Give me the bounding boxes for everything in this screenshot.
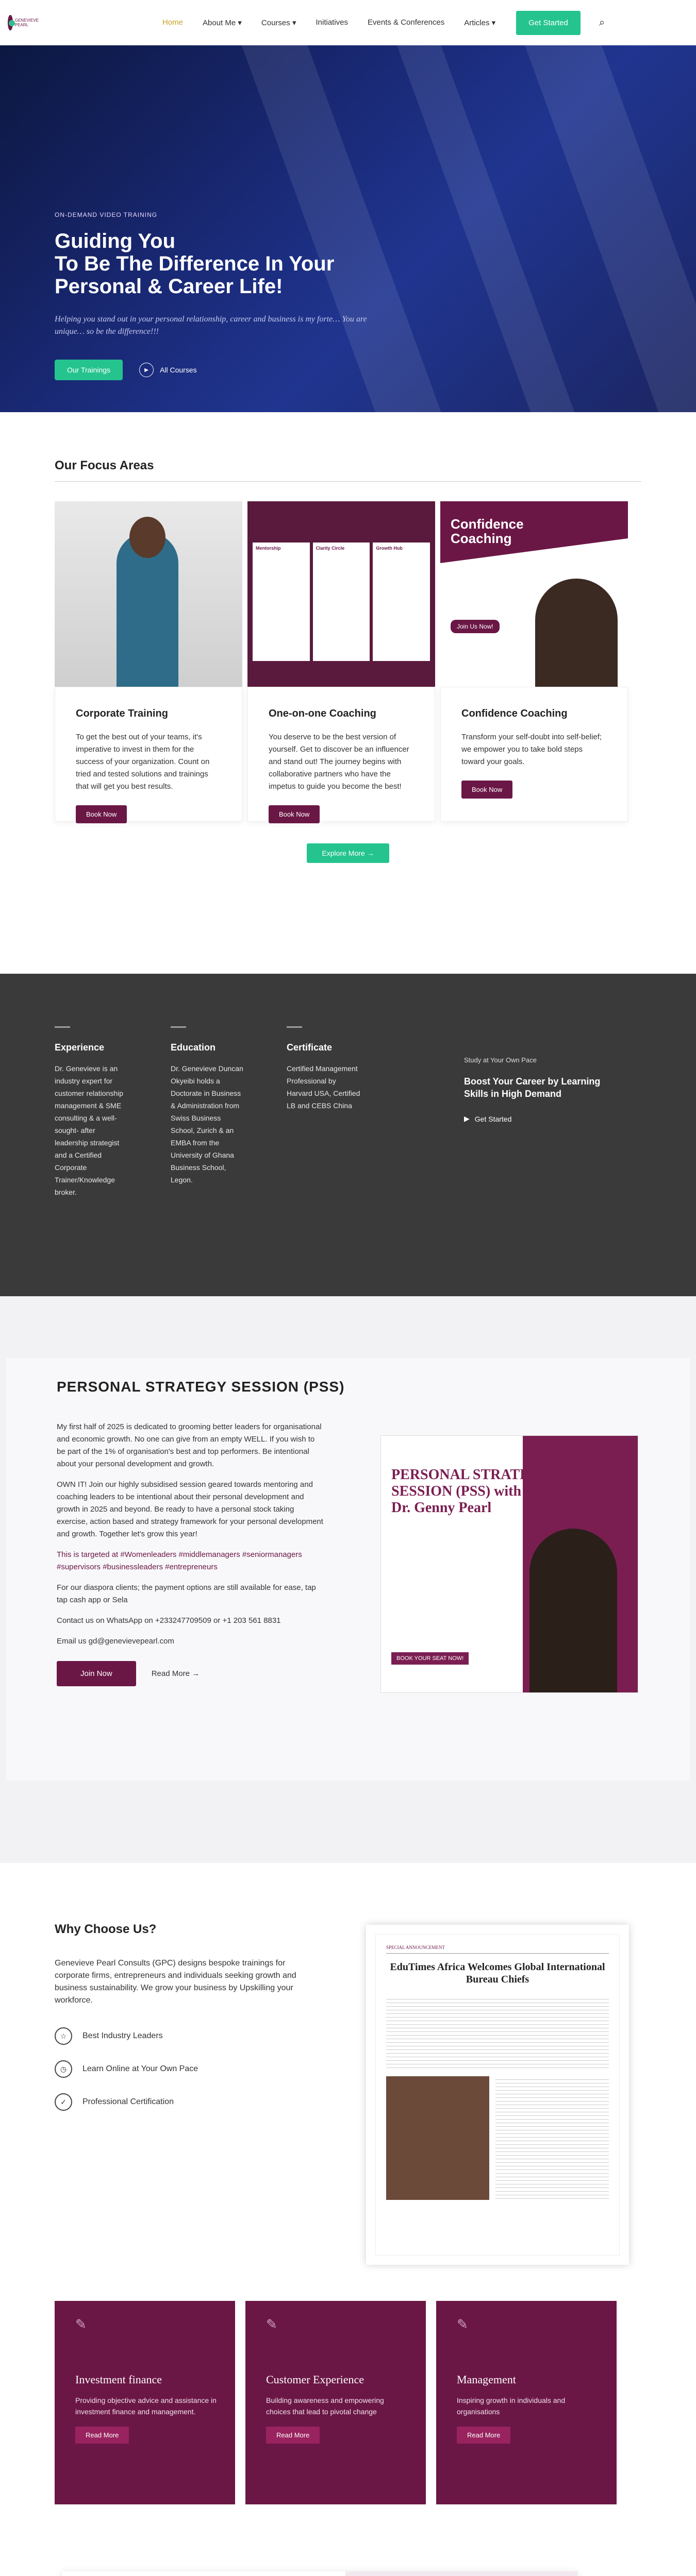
pss-paragraph: For our diaspora clients; the payment options are still available for ease, tap tap cash app or Sela <box>57 1583 316 1604</box>
pss-hashtags: This is targeted at #Womenleaders #middlemanagers #seniormanagers #supervisors #businessleaders #entrepreneurs <box>57 1550 302 1571</box>
service-text: Building awareness and empowering choices that lead to pivotal change <box>266 2396 384 2416</box>
credential-text: Dr. Genevieve Duncan Okyeibi holds a Doctorate in Business & Administration from Swiss Business School, Zurich & an EMBA from the University of Ghana Business School, Legon. <box>171 1064 243 1184</box>
service-title: Customer Experience <box>266 2373 364 2386</box>
focus-title: Our Focus Areas <box>55 459 154 472</box>
play-icon: ▶ <box>139 363 154 377</box>
management-icon: ✎ <box>457 2316 468 2332</box>
confidence-flyer <box>440 501 628 687</box>
play-icon: ▶ <box>464 1114 470 1123</box>
services-section <box>0 2301 696 2576</box>
hero-title: Guiding You To Be The Difference In Your Personal & Career Life! <box>55 230 335 298</box>
credential-column <box>287 1026 361 1198</box>
service-text: Providing objective advice and assistance in investment finance and management. <box>75 2396 217 2416</box>
card-text: To get the best out of your teams, it's imperative to invest in them for the success of your organization. Count on tried and tested solutions and trainings that will get you best results. <box>76 733 210 791</box>
credential-title: Certificate <box>287 1042 333 1053</box>
clock-icon: ◷ <box>55 2060 72 2078</box>
book-now-button[interactable]: Book Now <box>76 805 127 823</box>
dash <box>171 1026 186 1028</box>
person-figure <box>535 579 618 687</box>
corporate-training-photo <box>55 501 242 687</box>
flyer-column: Clarity Circle <box>313 543 370 661</box>
search-icon[interactable]: ⌕ <box>599 16 605 28</box>
why-title: Why Choose Us? <box>55 1922 157 1936</box>
why-choose-section <box>0 1863 696 2301</box>
focus-card <box>55 501 242 822</box>
pss-paragraph: My first half of 2025 is dedicated to grooming better leaders for organisational and economic growth. No one can give from an empty WELL. If you wish to be part of the 1% of organisation's best and top performers. Be intentional about your personal development and growth. <box>57 1422 322 1468</box>
read-more-link[interactable]: Read More → <box>151 1669 200 1678</box>
clipping-text-block <box>386 1996 609 2068</box>
pss-paragraph: OWN IT! Join our highly subsidised session geared towards mentoring and coaching leaders to be intentional about their personal development and growth in 2025 and beyond. Be ready to have a personal stock taking exercise, action based and strategy framework for your personal development and growth. Together let's grow this year! <box>57 1480 323 1538</box>
service-panel <box>55 2301 235 2504</box>
person-figure <box>529 1529 617 1693</box>
flyer-cta: Join Us Now! <box>451 620 500 633</box>
promo-get-started-link[interactable] <box>464 1114 619 1123</box>
hero-content <box>55 211 374 380</box>
logo-text: GENEVIEVE PEARL <box>14 18 39 27</box>
service-panel <box>245 2301 426 2504</box>
credential-column <box>171 1026 245 1198</box>
why-item-label: Learn Online at Your Own Pace <box>82 2064 198 2073</box>
join-now-button[interactable]: Join Now <box>57 1661 136 1686</box>
card-title: Corporate Training <box>76 708 168 719</box>
leader-icon: ☆ <box>55 2027 72 2045</box>
service-title: Investment finance <box>75 2373 162 2386</box>
credentials-section <box>0 974 696 1296</box>
card-text: Transform your self-doubt into self-belief; we empower you to take bold steps toward your goals. <box>461 733 602 766</box>
all-courses-label: All Courses <box>160 366 197 374</box>
card-title: One-on-one Coaching <box>269 708 376 719</box>
nav-about[interactable]: About Me ▾ <box>203 19 242 27</box>
logo-mark <box>8 15 13 30</box>
finance-icon: ✎ <box>75 2316 87 2332</box>
focus-card <box>440 501 628 822</box>
main-nav <box>162 18 495 27</box>
flyer-column: Mentorship <box>253 543 310 661</box>
explore-more-button[interactable]: Explore More → <box>307 843 389 863</box>
card-title: Confidence Coaching <box>461 708 568 719</box>
dash <box>287 1026 302 1028</box>
pss-email: Email us gd@genevievepearl.com <box>57 1637 174 1646</box>
credential-column <box>55 1026 129 1198</box>
pss-section <box>0 1296 696 1863</box>
flyer-column: Growth Hub <box>373 543 430 661</box>
credential-title: Education <box>171 1042 216 1053</box>
nav-courses[interactable]: Courses ▾ <box>261 19 296 27</box>
hero-banner <box>0 45 696 412</box>
promo-kicker: Study at Your Own Pace <box>464 1056 537 1064</box>
pss-contact: Contact us on WhatsApp on +233247709509 or +1 203 561 8831 <box>57 1616 281 1625</box>
clipping-title: EduTimes Africa Welcomes Global International Bureau Chiefs <box>390 1961 605 1985</box>
certificate-icon: ✓ <box>55 2093 72 2111</box>
book-now-button[interactable]: Book Now <box>461 781 512 799</box>
pss-title: PERSONAL STRATEGY SESSION (PSS) <box>57 1379 345 1395</box>
our-trainings-button[interactable]: Our Trainings <box>55 360 123 380</box>
customer-icon: ✎ <box>266 2316 277 2332</box>
hero-subtitle: Helping you stand out in your personal relationship, career and business is my forte… You are unique… so be the difference!!! <box>55 315 367 336</box>
divider <box>55 481 641 482</box>
credential-title: Experience <box>55 1042 105 1053</box>
book-cover-image <box>345 2571 577 2576</box>
nav-home[interactable]: Home <box>162 18 184 27</box>
focus-card <box>247 501 435 822</box>
poster-title: PERSONAL STRATEGY SESSION (PSS) with Dr. Genny Pearl <box>391 1467 551 1516</box>
dash <box>55 1026 70 1028</box>
pss-poster <box>380 1435 638 1693</box>
why-item-label: Professional Certification <box>82 2097 174 2106</box>
promo-get-started-label: Get Started <box>474 1114 512 1123</box>
credential-text: Dr. Genevieve is an industry expert for customer relationship management & SME consulting & a well-sought- after leadership strategist and a Certified Corporate Trainer/Knowledge broker. <box>55 1064 124 1196</box>
card-text: You deserve to be the best version of yourself. Get to discover be an influencer and stand out! The journey begins with collaborative partners who have the impetus to guide you become the best! <box>269 733 409 791</box>
clipping-photo <box>386 2076 489 2200</box>
service-panel <box>436 2301 617 2504</box>
read-more-button[interactable]: Read More <box>75 2427 129 2444</box>
all-courses-link[interactable] <box>139 363 197 377</box>
focus-areas-section <box>0 412 696 974</box>
why-description: Genevieve Pearl Consults (GPC) designs bespoke trainings for corporate firms, entrepreneurs and individuals seeking growth and business sustainability. We grow your business by Upskilling your workforce. <box>55 1959 296 2005</box>
flyer-title: Confidence Coaching <box>451 516 524 546</box>
pss-body <box>57 1421 325 1648</box>
service-title: Management <box>457 2373 516 2386</box>
clipping-text-block <box>495 2076 609 2200</box>
get-started-button[interactable]: Get Started <box>516 11 581 35</box>
latest-book-card <box>62 2571 577 2576</box>
nav-articles[interactable]: Articles ▾ <box>464 19 496 27</box>
credential-text: Certified Management Professional by Harvard USA, Certified LB and CEBS China <box>287 1064 360 1110</box>
read-more-button[interactable]: Read More <box>457 2427 510 2444</box>
nav-events[interactable]: Events & Conferences <box>368 18 445 27</box>
promo-title: Boost Your Career by Learning Skills in High Demand <box>464 1076 601 1099</box>
news-clipping <box>366 1925 629 2265</box>
career-promo <box>464 1056 619 1123</box>
service-text: Inspiring growth in individuals and organisations <box>457 2396 566 2416</box>
site-header <box>0 0 696 45</box>
poster-cta: BOOK YOUR SEAT NOW! <box>391 1652 469 1665</box>
site-logo[interactable] <box>8 10 39 36</box>
coaching-flyer <box>247 501 435 687</box>
nav-initiatives[interactable]: Initiatives <box>316 18 349 27</box>
why-item-label: Best Industry Leaders <box>82 2031 163 2040</box>
book-now-button[interactable]: Book Now <box>269 805 320 823</box>
read-more-button[interactable]: Read More <box>266 2427 320 2444</box>
clipping-kicker: SPECIAL ANNOUNCEMENT <box>386 1945 609 1954</box>
hero-tag: ON-DEMAND VIDEO TRAINING <box>55 211 158 218</box>
person-head <box>129 517 165 558</box>
